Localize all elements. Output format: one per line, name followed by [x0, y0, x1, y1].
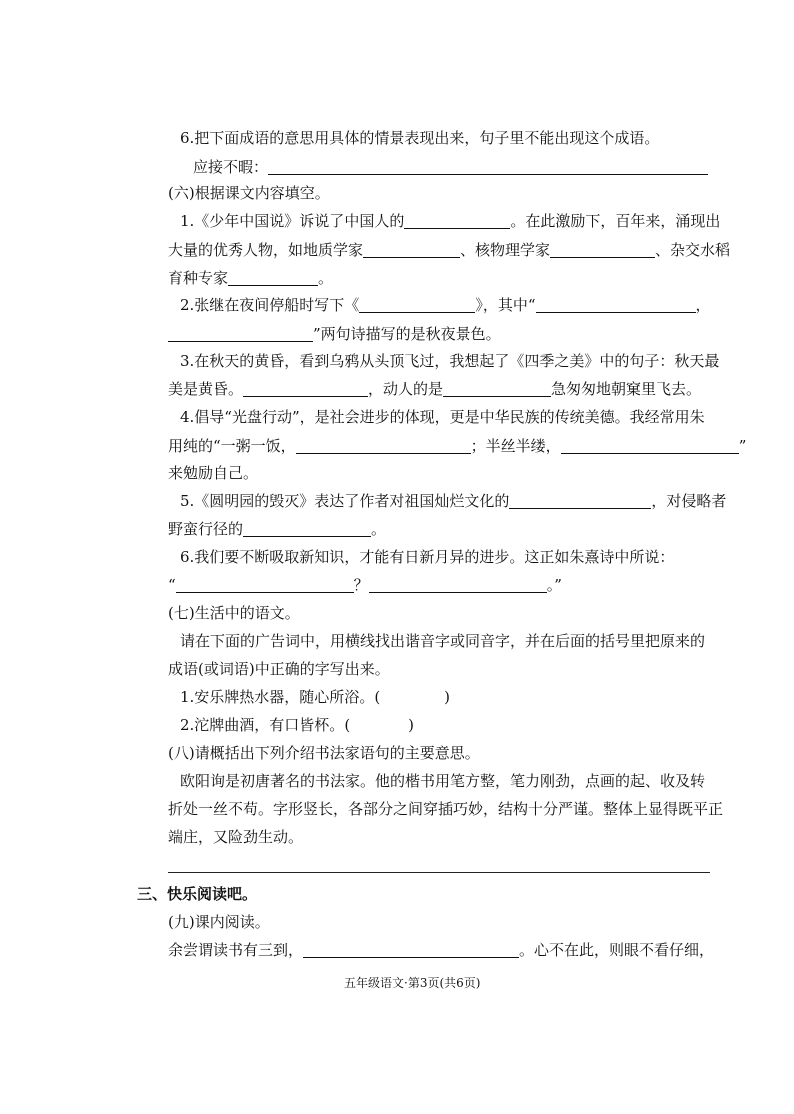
text: 急匆匆地朝窠里飞去。: [551, 380, 702, 398]
text: ，动人的是: [368, 380, 444, 398]
idiom-label-text: 应接不暇：: [193, 158, 269, 176]
text: 育种专家: [168, 269, 229, 287]
fill-line: [168, 436, 746, 456]
text: 用纯的“一粥一饭，: [168, 437, 296, 455]
section-heading: (七)生活中的语文。: [168, 604, 300, 622]
fill-line: [168, 519, 386, 539]
text: 。在此激励下，百年来，涌现出: [510, 212, 721, 230]
answer-blank[interactable]: [536, 297, 696, 313]
text: ): [444, 688, 451, 706]
text: ): [408, 716, 415, 734]
idiom-question-prompt: 6.把下面成语的意思用具体的情景表现出来，句子里不能出现这个成语。: [180, 129, 660, 147]
page-footer: 五年级语文·第3页(共6页): [344, 976, 481, 990]
fill-line: [168, 379, 701, 399]
fill-line: [168, 324, 501, 344]
text: “: [168, 576, 176, 594]
paragraph-line: 请在下面的广告词中，用横线找出谐音字或同音字，并在后面的括号里把原来的: [180, 632, 706, 650]
fill-line: [180, 491, 726, 511]
section-heading: (九)课内阅读。: [168, 913, 270, 931]
fill-line: [180, 211, 720, 231]
fill-line: 4.倡导“光盘行动”，是社会进步的体现，更是中华民族的传统美德。我经常用朱: [180, 408, 705, 426]
text: 2.张继在夜间停船时写下《: [180, 296, 360, 314]
answer-blank[interactable]: [168, 326, 313, 342]
text: 大量的优秀人物，如地质学家: [168, 241, 364, 259]
text: ；半丝半缕，: [470, 437, 561, 455]
text: 。: [371, 520, 387, 538]
fill-line: 来勉励自己。: [168, 464, 259, 482]
text: ”两句诗描写的是秋夜景色。: [313, 325, 501, 343]
paragraph-line: 欧阳询是初唐著名的书法家。他的楷书用笔方整，笔力刚劲，点画的起、收及转: [180, 772, 706, 790]
text: 美是黄昏。: [168, 380, 244, 398]
text: 。”: [546, 576, 562, 594]
idiom-label: [193, 157, 708, 177]
text: ，: [695, 296, 711, 314]
text: 》，其中“: [475, 296, 536, 314]
text: 5.《圆明园的毁灭》表达了作者对祖国灿烂文化的: [180, 492, 510, 510]
paragraph-line: 端庄，又险劲生动。: [168, 828, 304, 846]
fill-line: [168, 268, 333, 288]
text: 。: [318, 269, 334, 287]
text: ，对侵略者: [651, 492, 727, 510]
text: 野蛮行径的: [168, 520, 244, 538]
answer-blank[interactable]: [561, 438, 739, 454]
part-heading: 三、快乐阅读吧。: [137, 885, 258, 903]
list-item: [180, 687, 450, 707]
answer-blank[interactable]: [369, 577, 547, 593]
answer-blank[interactable]: [296, 438, 471, 454]
fill-line: [168, 940, 714, 960]
answer-blank[interactable]: [550, 242, 655, 258]
text: 1.《少年中国说》诉说了中国人的: [180, 212, 405, 230]
answer-blank[interactable]: [404, 213, 510, 229]
fill-line: [180, 295, 711, 315]
fill-line: [168, 575, 562, 595]
answer-line[interactable]: [168, 872, 710, 873]
section-heading: (八)请概括出下列介绍书法家语句的主要意思。: [168, 744, 480, 762]
text: 。心不在此，则眼不看仔细，: [519, 941, 715, 959]
text: 1.安乐牌热水器，随心所浴。(: [180, 688, 381, 706]
list-item: [180, 715, 414, 735]
text: 、核物理学家: [460, 241, 551, 259]
answer-blank[interactable]: [359, 297, 475, 313]
answer-blank[interactable]: [243, 381, 368, 397]
text: ”: [738, 437, 747, 455]
paragraph-line: 成语(或词语)中正确的字写出来。: [168, 660, 390, 678]
answer-blank[interactable]: [363, 242, 460, 258]
fill-line: 3.在秋天的黄昏，看到乌鸦从头顶飞过，我想起了《四季之美》中的句子：秋天最: [180, 352, 720, 370]
text: 2.沱牌曲酒，有口皆杯。(: [180, 716, 351, 734]
text: 、杂交水稻: [655, 241, 731, 259]
answer-blank[interactable]: [443, 381, 551, 397]
answer-blank[interactable]: [268, 159, 708, 175]
fill-line: [168, 240, 730, 260]
text: 余尝谓读书有三到，: [168, 941, 304, 959]
answer-blank[interactable]: [303, 942, 519, 958]
answer-blank[interactable]: [176, 577, 354, 593]
answer-blank[interactable]: [509, 493, 651, 509]
answer-blank[interactable]: [243, 521, 371, 537]
answer-blank[interactable]: [228, 270, 318, 286]
text: ？: [353, 576, 369, 594]
section-heading: (六)根据课文内容填空。: [168, 184, 330, 202]
paragraph-line: 折处一丝不苟。字形竖长，各部分之间穿插巧妙，结构十分严谨。整体上显得既平正: [168, 800, 724, 818]
fill-line: 6.我们要不断吸取新知识，才能有日新月异的进步。这正如朱熹诗中所说：: [180, 548, 675, 566]
